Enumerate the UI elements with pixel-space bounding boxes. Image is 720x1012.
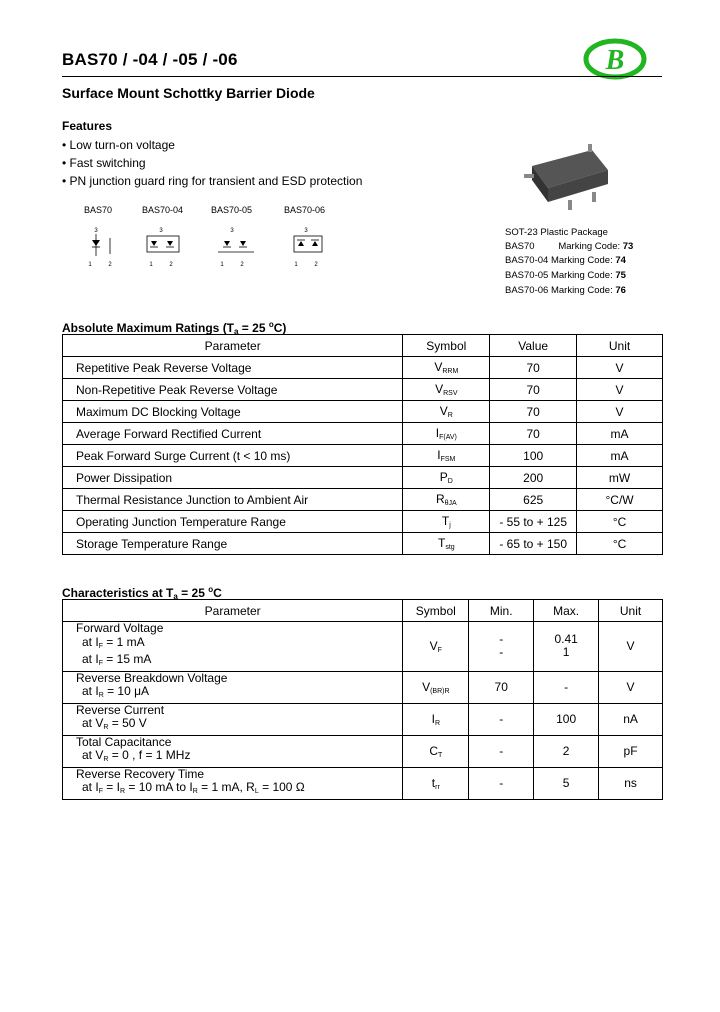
marking-code: 75 xyxy=(615,270,626,281)
feature-item: • Low turn-on voltage xyxy=(62,138,175,152)
marking-code-row xyxy=(505,270,626,281)
part-name: BAS70-06 xyxy=(505,285,549,296)
marking-code: 73 xyxy=(622,241,634,252)
table-row: Peak Forward Surge Current (t < 10 ms) $I_{FSM}$ 100 mA xyxy=(63,445,663,467)
characteristics-heading: Characteristics at $T_a = 25$ $^o$C xyxy=(62,585,222,601)
marking-label: Marking Code: xyxy=(558,241,621,252)
part-name: BAS70 xyxy=(505,241,535,252)
table-row: Reverse Current at $V_R = 50$ V $I_R$ - 100 nA xyxy=(63,703,663,735)
pin-3-label: 3 xyxy=(94,228,98,234)
table-row: Average Forward Rectified Current $I_{F(AV)}$ 70 mA xyxy=(63,423,663,445)
pin-2-label: 2 xyxy=(169,262,173,268)
column-header: Symbol xyxy=(403,600,469,622)
column-header: Min. xyxy=(469,600,534,622)
header-divider xyxy=(62,76,662,77)
bas70-05-schematic xyxy=(214,224,260,270)
marking-code-row xyxy=(505,241,633,252)
bas70-schematic xyxy=(82,224,122,270)
table-row: Thermal Resistance Junction to Ambient Air $R_{\theta JA}$ 625 °C/W xyxy=(63,489,663,511)
part-name: BAS70-05 xyxy=(505,270,549,281)
pin-3-label: 3 xyxy=(230,228,234,234)
table-row: Non-Repetitive Peak Reverse Voltage $V_{RSV}$ 70 V xyxy=(63,379,663,401)
package-type: SOT-23 Plastic Package xyxy=(505,227,608,238)
bas70-04-schematic xyxy=(141,224,187,270)
table-row: Operating Junction Temperature Range $T_j$ - 55 to + 125 °C xyxy=(63,511,663,533)
marking-label: Marking Code: xyxy=(550,270,613,281)
pin-3-label: 3 xyxy=(304,228,308,234)
abs-max-table xyxy=(62,334,663,555)
table-row: Total Capacitance at $V_R = 0$ , f = 1 MHz $C_T$ - 2 pF xyxy=(63,735,663,767)
document-subtitle: Surface Mount Schottky Barrier Diode xyxy=(62,85,315,101)
table-row: Repetitive Peak Reverse Voltage $V_{RRM}$ 70 V xyxy=(63,357,663,379)
marking-label: Marking Code: xyxy=(550,255,613,266)
pin-1-label: 1 xyxy=(220,262,224,268)
logo-letter: B xyxy=(605,45,625,76)
pin-1-label: 1 xyxy=(294,262,298,268)
abs-max-heading: Absolute Maximum Ratings ($T_a = 25$ $^o$C) xyxy=(62,320,287,336)
pin-2-label: 2 xyxy=(108,262,112,268)
column-header: Max. xyxy=(534,600,599,622)
diagram-label-bas70-06: BAS70-06 xyxy=(284,205,326,215)
feature-item: • Fast switching xyxy=(62,156,146,170)
table-row: Storage Temperature Range $T_{stg}$ - 65 to + 150 °C xyxy=(63,533,663,555)
column-header: Unit xyxy=(599,600,663,622)
features-heading: Features xyxy=(62,119,113,133)
pin-2-label: 2 xyxy=(240,262,244,268)
part-name: BAS70-04 xyxy=(505,255,549,266)
pin-1-label: 1 xyxy=(88,262,92,268)
marking-code-row xyxy=(505,285,626,296)
pin-3-label: 3 xyxy=(159,228,163,234)
table-header-row xyxy=(63,600,663,622)
pin-2-label: 2 xyxy=(314,262,318,268)
table-row: Reverse Recovery Time at $I_F = I_R = 10$ mA to $I_R = 1$ mA, $R_L = 100$ Ω $t_{rr}$ - 5 ns xyxy=(63,767,663,799)
feature-item: • PN junction guard ring for transient and ESD protection xyxy=(62,174,363,188)
sot23-package-image xyxy=(518,144,614,218)
column-header: Value xyxy=(490,335,577,357)
document-title: BAS70 / -04 / -05 / -06 xyxy=(62,50,238,69)
table-header-row xyxy=(63,335,663,357)
diagram-label-bas70-05: BAS70-05 xyxy=(211,205,253,215)
column-header: Symbol xyxy=(403,335,490,357)
diagram-label-bas70: BAS70 xyxy=(84,205,113,215)
marking-label: Marking Code: xyxy=(550,285,613,296)
table-row: Forward Voltage at $I_F = 1$ mA at $I_F = 15$ mA $V_F$ - - 0.41 1 V xyxy=(63,622,663,672)
diagram-label-bas70-04: BAS70-04 xyxy=(142,205,184,215)
table-row: Power Dissipation $P_D$ 200 mW xyxy=(63,467,663,489)
column-header: Parameter xyxy=(63,335,403,357)
table-row: Reverse Breakdown Voltage at $I_R = 10$ μA $V_{(BR)R}$ 70 - V xyxy=(63,671,663,703)
pin-1-label: 1 xyxy=(149,262,153,268)
column-header: Unit xyxy=(577,335,663,357)
marking-code-row xyxy=(505,255,626,266)
characteristics-table xyxy=(62,599,663,800)
marking-code: 74 xyxy=(615,255,626,266)
table-row: Maximum DC Blocking Voltage $V_R$ 70 V xyxy=(63,401,663,423)
company-logo xyxy=(583,38,647,80)
bas70-06-schematic xyxy=(288,224,334,270)
marking-code: 76 xyxy=(615,285,626,296)
column-header: Parameter xyxy=(63,600,403,622)
